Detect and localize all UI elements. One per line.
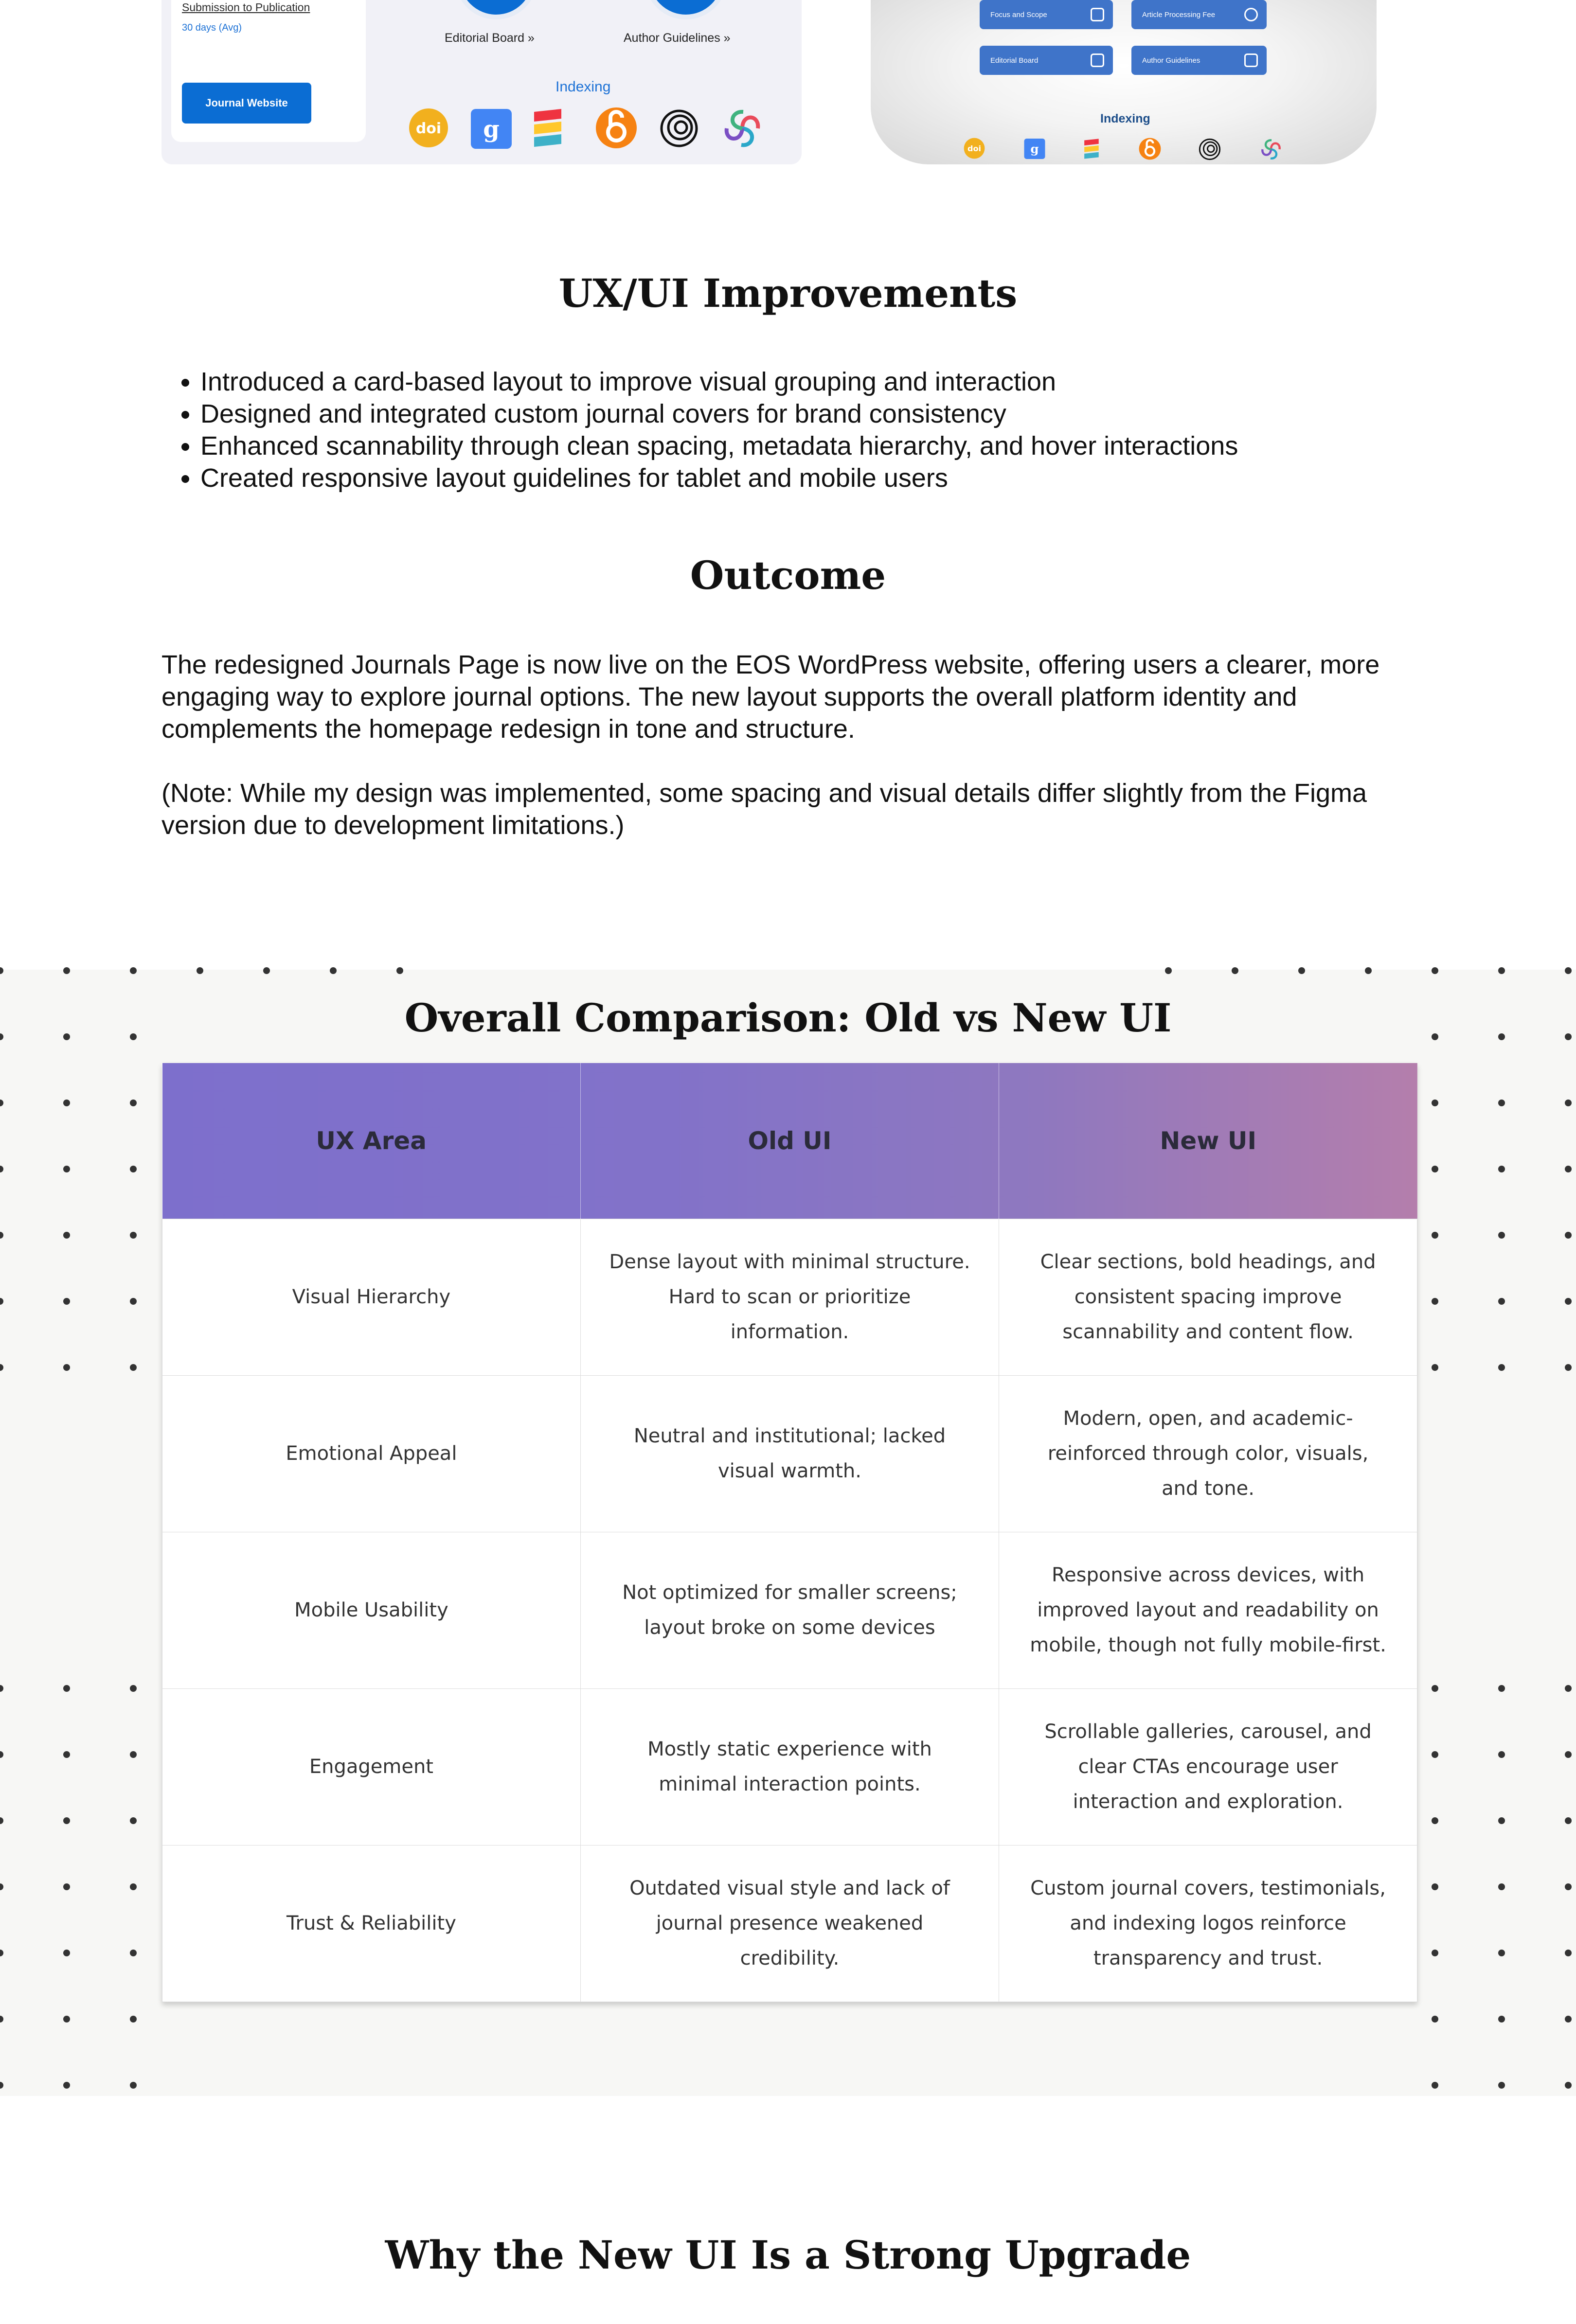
decorative-dot [1498,1883,1505,1890]
pill-label: Author Guidelines [1142,56,1200,65]
currency-icon [1244,8,1258,21]
team-icon [1091,53,1104,67]
google-scholar-logo-icon [1023,138,1046,160]
decorative-dot [1432,1685,1438,1692]
decorative-dot [1432,1817,1438,1824]
decorative-dot [1432,1883,1438,1890]
open-access-logo-icon [594,106,638,150]
clipboard-icon [1244,53,1258,67]
decorative-dot [130,1883,137,1890]
decorative-dot [1432,1298,1438,1305]
column-header-old-ui: Old UI [580,1063,999,1219]
decorative-dot [130,1364,137,1371]
ux-area-cell: Mobile Usability [162,1532,581,1688]
decorative-dot [1565,1817,1572,1824]
decorative-dot [1565,1298,1572,1305]
decorative-dot [1498,1232,1505,1239]
decorative-dot [1498,1100,1505,1106]
old-ui-cell: Neutral and institutional; lacked visual warmth. [580,1375,999,1532]
decorative-dot [1565,2082,1572,2089]
new-ui-mockup [871,0,1377,164]
decorative-dot [63,1950,70,1956]
decorative-dot [1498,2016,1505,2022]
decorative-dot [1432,1100,1438,1106]
decorative-dot [396,967,403,974]
pill-label: Article Processing Fee [1142,10,1216,19]
decorative-dot [130,1685,137,1692]
decorative-dot [1232,967,1238,974]
colorful-swirl-logo-icon [722,108,763,149]
table-row [162,1219,1417,1375]
comparison-title: Overall Comparison: Old vs New UI [404,995,1172,1041]
decorative-dot [63,1166,70,1172]
old-ui-cell: Outdated visual style and lack of journal presence weakened credibility. [580,1845,999,2002]
decorative-dot [1298,967,1305,974]
ux-improvements-title: UX/UI Improvements [558,270,1018,316]
decorative-dot [1565,1166,1572,1172]
decorative-dot [1498,967,1505,974]
pill-label: Editorial Board [990,56,1039,65]
new-ui-cell: Responsive across devices, with improved layout and readability on mobile, though not fully mobile-first. [999,1532,1417,1688]
decorative-dot [1498,2082,1505,2089]
ux-area-cell: Visual Hierarchy [162,1219,581,1375]
decorative-dot [130,1950,137,1956]
decorative-dot [1565,1751,1572,1758]
submission-link[interactable]: Submission to Publication [182,1,310,14]
decorative-dot [63,1100,70,1106]
decorative-dot [263,967,270,974]
table-header-row [162,1063,1417,1219]
decorative-dot [63,2082,70,2089]
open-access-logo-icon [1138,137,1162,160]
decorative-dot [130,1817,137,1824]
decorative-dot [130,1100,137,1106]
author-guidelines-link[interactable]: Author Guidelines » [624,31,731,45]
decorative-dot [1498,1166,1505,1172]
svg-text:doi: doi [967,143,981,153]
list-item: • Enhanced scannability through clean spacing, metadata hierarchy, and hover interactions [200,430,1514,462]
new-ui-cell: Clear sections, bold headings, and consistent spacing improve scannability and content flow. [999,1219,1417,1375]
svg-text:doi: doi [415,120,442,137]
pill-label: Focus and Scope [990,10,1047,19]
ux-area-cell: Emotional Appeal [162,1375,581,1532]
decorative-dot [1498,1298,1505,1305]
spiral-logo-icon [660,109,698,148]
ux-area-cell: Trust & Reliability [162,1845,581,2002]
decorative-dot [63,2016,70,2022]
old-ui-cell: Not optimized for smaller screens; layout broke on some devices [580,1532,999,1688]
editorial-board-pill[interactable] [980,46,1113,75]
indexing-label: Indexing [1100,112,1150,125]
turnaround-time: 30 days (Avg) [182,22,242,33]
doi-logo-icon [963,137,985,160]
focus-and-scope-pill[interactable] [980,0,1113,29]
decorative-dot [63,1685,70,1692]
decorative-dot [1432,1166,1438,1172]
decorative-dot [130,1298,137,1305]
decorative-dot [1565,2016,1572,2022]
journal-website-button[interactable]: Journal Website [182,83,311,124]
outcome-note: (Note: While my design was implemented, some spacing and visual details differ slightly from the Figma version due to development limitations.) [161,779,1367,840]
colorful-swirl-logo-icon [1260,138,1282,160]
decorative-dot [1432,1950,1438,1956]
decorative-dot [63,967,70,974]
decorative-dot [1432,1751,1438,1758]
decorative-dot [1365,967,1372,974]
new-ui-cell: Custom journal covers, testimonials, and indexing logos reinforce transparency and trust. [999,1845,1417,2002]
column-header-ux-area: UX Area [162,1063,581,1219]
list-item: • Created responsive layout guidelines for tablet and mobile users [200,462,1514,494]
list-item: • Designed and integrated custom journal covers for brand consistency [200,398,1514,430]
decorative-dot [1498,1751,1505,1758]
table-row [162,1845,1417,2002]
decorative-dot [1165,967,1172,974]
decorative-dot [63,1298,70,1305]
indexing-label: Indexing [555,79,611,95]
crossref-logo-icon [531,108,566,150]
decorative-dot [63,1364,70,1371]
decorative-dot [330,967,337,974]
decorative-dot [1565,1364,1572,1371]
decorative-dot [130,1166,137,1172]
new-ui-cell: Modern, open, and academic-reinforced through color, visuals, and tone. [999,1375,1417,1532]
decorative-dot [1565,1100,1572,1106]
decorative-dot [1498,1817,1505,1824]
ux-area-cell: Engagement [162,1688,581,1845]
crossref-logo-icon [1083,138,1101,160]
svg-text:g: g [1030,142,1039,156]
comparison-table [162,1063,1417,2002]
table-row [162,1688,1417,1845]
decorative-dot [1432,2082,1438,2089]
article-processing-fee-pill[interactable] [1131,0,1267,29]
decorative-dot [130,1232,137,1239]
decorative-dot [1565,1685,1572,1692]
old-ui-cell: Mostly static experience with minimal interaction points. [580,1688,999,1845]
old-ui-cell: Dense layout with minimal structure. Hard to scan or prioritize information. [580,1219,999,1375]
decorative-dot [63,1883,70,1890]
decorative-dot [1565,1883,1572,1890]
decorative-dot [63,1751,70,1758]
decorative-dot [130,967,137,974]
graduation-cap-icon [1091,8,1104,21]
author-guidelines-pill[interactable] [1131,46,1267,75]
decorative-dot [1565,1232,1572,1239]
decorative-dot [130,2016,137,2022]
new-ui-cell: Scrollable galleries, carousel, and clear CTAs encourage user interaction and exploration. [999,1688,1417,1845]
editorial-board-link[interactable]: Editorial Board » [445,31,535,45]
decorative-dot [63,1232,70,1239]
spiral-logo-icon [1199,138,1221,160]
svg-text:g: g [483,116,500,143]
column-header-new-ui: New UI [1160,1126,1257,1155]
outcome-title: Outcome [690,552,886,598]
decorative-dot [1498,1685,1505,1692]
google-scholar-logo-icon [470,108,513,150]
table-row [162,1375,1417,1532]
decorative-dot [1432,967,1438,974]
decorative-dot [1498,1364,1505,1371]
decorative-dot [197,967,203,974]
decorative-dot [1565,967,1572,974]
ux-improvements-list [161,366,1514,494]
decorative-dot [130,2082,137,2089]
upgrade-title: Why the New UI Is a Strong Upgrade [385,2232,1191,2278]
decorative-dot [63,1817,70,1824]
table-row [162,1532,1417,1688]
decorative-dot [1432,2016,1438,2022]
decorative-dot [1432,1232,1438,1239]
decorative-dot [1565,1950,1572,1956]
doi-logo-icon [408,107,449,149]
outcome-paragraph: The redesigned Journals Page is now live on the EOS WordPress website, offering users a clearer, more engaging way to explore journal options. The new layout supports the overall platform identity and complements the homepage redesign in tone and structure. [161,650,1380,744]
decorative-dot [1432,1364,1438,1371]
list-item: • Introduced a card-based layout to improve visual grouping and interaction [200,366,1514,398]
decorative-dot [1498,1950,1505,1956]
decorative-dot [130,1751,137,1758]
